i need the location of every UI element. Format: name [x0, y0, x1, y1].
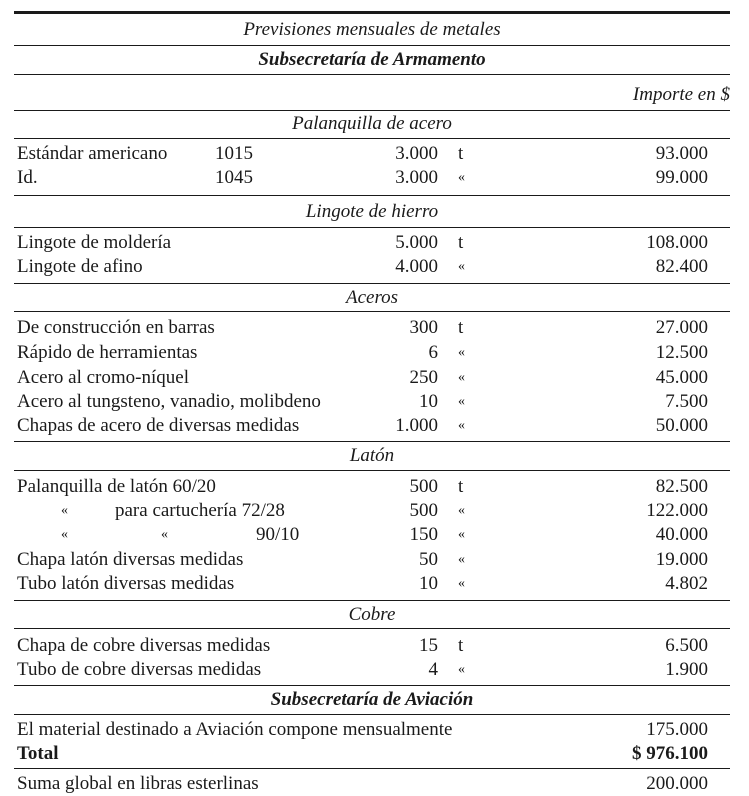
row-amount: 4.802: [665, 573, 708, 594]
ditto-mark: «: [61, 503, 68, 518]
table-title: Previsiones mensuales de metales: [243, 19, 501, 40]
row-unit: «: [458, 394, 465, 409]
table-row: [14, 255, 730, 279]
table-row: [14, 475, 730, 499]
row-desc: Rápido de herramientas: [17, 342, 198, 363]
row-desc: para cartuchería 72/28: [115, 500, 285, 521]
row-amount: 122.000: [646, 500, 708, 521]
ditto-mark: «: [161, 527, 168, 542]
section-palanquilla-label: Palanquilla de acero: [292, 113, 452, 134]
ditto-mark: «: [61, 527, 68, 542]
table-row: [14, 390, 730, 414]
row-unit: «: [458, 552, 465, 567]
table-row: [14, 142, 730, 166]
section-laton-label: Latón: [349, 445, 395, 466]
row-unit: «: [458, 345, 465, 360]
row-amount: 12.500: [655, 342, 708, 363]
rule: [14, 441, 730, 442]
table-row: [14, 499, 730, 523]
rule-top: [14, 11, 730, 14]
row-qty: 10: [419, 573, 438, 594]
row-unit: «: [458, 170, 465, 185]
row-unit: «: [458, 259, 465, 274]
row-desc: Chapa latón diversas medidas: [17, 549, 244, 570]
rule: [14, 470, 730, 471]
row-qty: 500: [409, 476, 438, 497]
row-qty: 50: [419, 549, 438, 570]
row-qty: 4.000: [395, 256, 438, 277]
rule: [14, 283, 730, 284]
row-qty: 5.000: [395, 232, 438, 253]
table-row: [14, 231, 730, 255]
row-amount: 45.000: [655, 367, 708, 388]
rule: [14, 311, 730, 312]
row-amount: 27.000: [655, 317, 708, 338]
row-desc: Palanquilla de latón 60/20: [17, 476, 216, 497]
row-amount: 19.000: [655, 549, 708, 570]
row-desc: 90/10: [256, 524, 300, 545]
section-cobre-label: Cobre: [348, 604, 396, 625]
suma-label: Suma global en libras esterlinas: [17, 773, 259, 794]
row-qty: 4: [428, 659, 438, 680]
row-unit: t: [458, 143, 464, 164]
row-qty: 10: [419, 391, 438, 412]
row-desc: Id.: [17, 167, 38, 188]
rule: [14, 768, 730, 769]
section-aceros-label: Aceros: [345, 287, 399, 308]
row-unit: t: [458, 232, 464, 253]
row-amount: 6.500: [665, 635, 708, 656]
table-row: [14, 166, 730, 190]
table-row: [14, 523, 730, 547]
row-desc: Estándar americano: [17, 143, 168, 164]
row-amount: 99.000: [655, 167, 708, 188]
row-unit: «: [458, 370, 465, 385]
row-qty: 3.000: [395, 143, 438, 164]
total-amount: $ 976.100: [632, 743, 708, 764]
table-row: [14, 341, 730, 365]
suma-amount: 200.000: [646, 773, 708, 794]
table-row: [14, 316, 730, 340]
rule: [14, 714, 730, 715]
row-desc: De construcción en barras: [17, 317, 215, 338]
row-amount: 82.400: [655, 256, 708, 277]
rule: [14, 195, 730, 196]
row-desc: Tubo de cobre diversas medidas: [17, 659, 262, 680]
rule: [14, 45, 730, 46]
table-row: [14, 414, 730, 438]
total-row: [14, 742, 730, 766]
row-desc: Acero al cromo-níquel: [17, 367, 189, 388]
row-amount: 175.000: [646, 719, 708, 740]
table-row: [14, 548, 730, 572]
metals-table: [14, 0, 730, 794]
section-lingote-label: Lingote de hierro: [305, 201, 439, 222]
armamento-header: Subsecretaría de Armamento: [258, 49, 486, 70]
row-qty: 15: [419, 635, 438, 656]
row-desc: Lingote de afino: [17, 256, 143, 277]
row-qty: 6: [428, 342, 438, 363]
row-desc: Tubo latón diversas medidas: [17, 573, 235, 594]
row-unit: «: [458, 662, 465, 677]
row-desc: Lingote de moldería: [17, 232, 172, 253]
rule: [14, 110, 730, 111]
row-qty: 1.000: [395, 415, 438, 436]
row-qty: 150: [409, 524, 438, 545]
row-qty: 300: [409, 317, 438, 338]
row-unit: t: [458, 317, 464, 338]
total-label: Total: [17, 743, 59, 764]
row-amount: 93.000: [655, 143, 708, 164]
rule: [14, 685, 730, 686]
row-grade: 1015: [215, 143, 253, 164]
row-unit: «: [458, 576, 465, 591]
row-unit: t: [458, 476, 464, 497]
row-qty: 3.000: [395, 167, 438, 188]
table-row: [14, 366, 730, 390]
row-grade: 1045: [215, 167, 253, 188]
rule: [14, 227, 730, 228]
aviacion-header: Subsecretaría de Aviación: [270, 689, 474, 710]
row-amount: 108.000: [646, 232, 708, 253]
row-amount: 50.000: [655, 415, 708, 436]
row-desc: Acero al tungsteno, vanadio, molibdeno: [17, 391, 321, 412]
rule: [14, 600, 730, 601]
table-row: [14, 658, 730, 682]
rule: [14, 628, 730, 629]
importe-header: Importe en $: [632, 84, 730, 105]
row-desc: Chapas de acero de diversas medidas: [17, 415, 300, 436]
row-unit: «: [458, 503, 465, 518]
row-amount: 40.000: [655, 524, 708, 545]
table-row: [14, 718, 730, 742]
row-desc: Chapa de cobre diversas medidas: [17, 635, 271, 656]
rule: [14, 138, 730, 139]
row-unit: «: [458, 527, 465, 542]
row-amount: 82.500: [655, 476, 708, 497]
table-row: [14, 572, 730, 596]
row-amount: 1.900: [665, 659, 708, 680]
row-amount: 7.500: [665, 391, 708, 412]
suma-row: [14, 772, 730, 796]
table-row: [14, 634, 730, 658]
row-qty: 500: [409, 500, 438, 521]
rule: [14, 74, 730, 75]
row-unit: t: [458, 635, 464, 656]
row-unit: «: [458, 418, 465, 433]
row-qty: 250: [409, 367, 438, 388]
row-desc: El material destinado a Aviación compone mensualmente: [17, 719, 453, 740]
